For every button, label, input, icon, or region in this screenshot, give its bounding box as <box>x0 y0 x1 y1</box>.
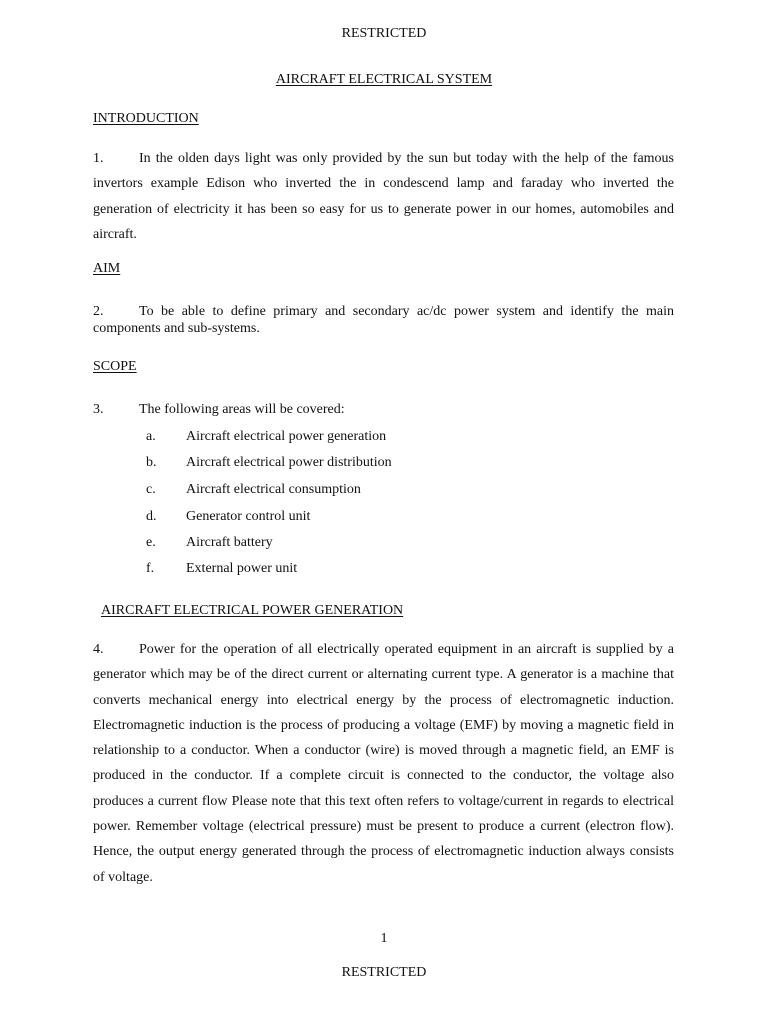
list-item <box>146 561 297 577</box>
paragraph-text: To be able to define primary and secondary ac/dc power system and identify the main components and sub-systems. <box>93 304 674 336</box>
paragraph-number: 4. <box>93 642 104 657</box>
paragraph-number: 1. <box>93 151 104 166</box>
generation-heading: AIRCRAFT ELECTRICAL POWER GENERATION <box>101 603 404 618</box>
list-letter: c. <box>146 482 156 497</box>
list-text: Aircraft battery <box>186 535 273 550</box>
footer-classification: RESTRICTED <box>341 965 427 980</box>
paragraph-text: Power for the operation of all electrically operated equipment in an aircraft is supplied by a generator which may be of the direct current or alternating current type. A generator is a machine that converts mechanical energy into electrical energy by the process of electromagnetic induction. Electromagnetic induction is the process of producing a voltage (EMF) by moving a magnetic field in relationship to a conductor. When a conductor (wire) is moved through a magnetic field, an EMF is produced in the conductor. If a complete circuit is connected to the conductor, the voltage also produces a current flow Please note that this text often refers to voltage/current in regards to electrical power. Remember voltage (electrical pressure) must be present to produce a current (electron flow). Hence, the output energy generated through the process of electromagnetic induction always consists of voltage. <box>93 642 674 885</box>
aim-heading: AIM <box>93 261 121 276</box>
list-text: Aircraft electrical power generation <box>186 429 387 444</box>
paragraph-number: 3. <box>93 402 104 417</box>
header-classification: RESTRICTED <box>341 26 427 41</box>
paragraph-text: In the olden days light was only provided by the sun but today with the help of the famous invertors example Edison who inverted the in condescend lamp and faraday who inverted the generation of electricity it has been so easy for us to generate power in our homes, automobiles and aircraft. <box>93 151 674 242</box>
list-item <box>146 535 273 551</box>
introduction-paragraph <box>93 146 674 247</box>
list-text: Aircraft electrical consumption <box>186 482 361 497</box>
list-item <box>146 429 386 445</box>
aim-paragraph <box>93 303 674 337</box>
list-item <box>146 509 310 525</box>
list-text: Aircraft electrical power distribution <box>186 455 392 470</box>
list-letter: a. <box>146 429 156 444</box>
scope-heading: SCOPE <box>93 359 137 374</box>
list-item <box>146 455 392 471</box>
list-letter: d. <box>146 509 157 524</box>
list-letter: b. <box>146 455 157 470</box>
list-item <box>146 482 361 498</box>
page-number: 1 <box>380 931 388 946</box>
scope-intro <box>93 402 345 418</box>
paragraph-number: 2. <box>93 304 104 319</box>
introduction-heading: INTRODUCTION <box>93 111 199 126</box>
list-text: Generator control unit <box>186 509 311 524</box>
paragraph-text: The following areas will be covered: <box>139 402 345 417</box>
generation-paragraph <box>93 637 674 890</box>
list-letter: e. <box>146 535 156 550</box>
list-text: External power unit <box>186 561 298 576</box>
page-title: AIRCRAFT ELECTRICAL SYSTEM <box>275 72 493 87</box>
list-letter: f. <box>146 561 155 576</box>
